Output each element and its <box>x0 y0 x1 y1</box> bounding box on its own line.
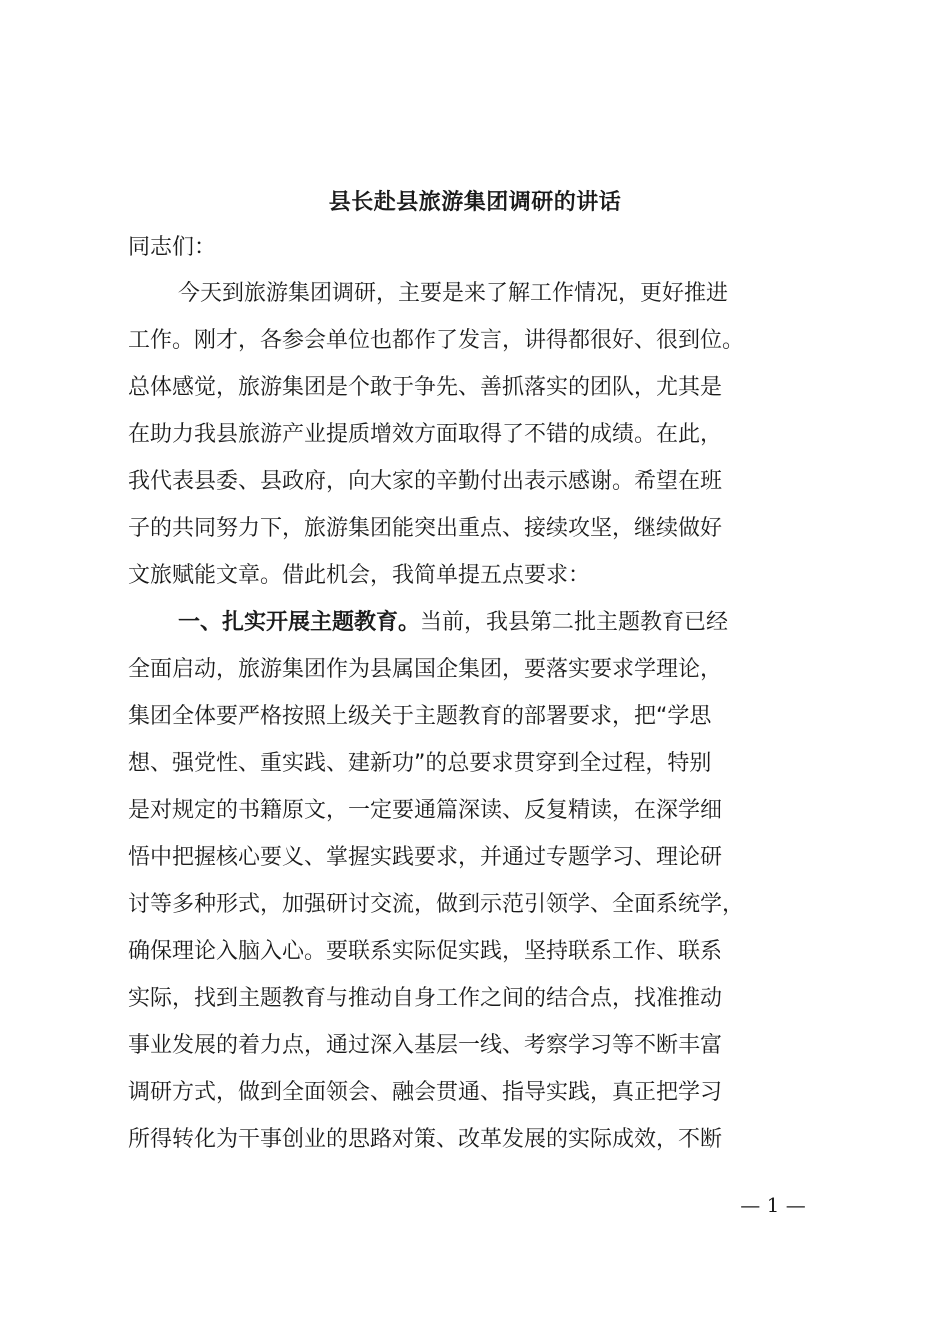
paragraph-line: 文旅赋能文章。借此机会，我简单提五点要求： <box>128 563 591 588</box>
paragraph-line: 我代表县委、县政府，向大家的辛勤付出表示感谢。希望在班 <box>128 469 723 494</box>
page-number: — 1 — <box>740 1193 806 1217</box>
paragraph-line: 实际，找到主题教育与推动自身工作之间的结合点，找准推动 <box>128 986 723 1011</box>
section-1-first-line <box>178 603 728 643</box>
salutation: 同志们： <box>128 235 217 260</box>
section-1-first-line-text: 当前，我县第二批主题教育已经 <box>420 610 729 635</box>
paragraph-line: 调研方式，做到全面领会、融会贯通、指导实践，真正把学习 <box>128 1080 723 1105</box>
paragraph-line: 悟中把握核心要义、掌握实践要求，并通过专题学习、理论研 <box>128 845 723 870</box>
paragraph-line: 子的共同努力下，旅游集团能突出重点、接续攻坚，继续做好 <box>128 516 723 541</box>
paragraph-line: 讨等多种形式，加强研讨交流，做到示范引领学、全面系统学， <box>128 892 745 917</box>
paragraph-line: 总体感觉，旅游集团是个敢于争先、善抓落实的团队，尤其是 <box>128 375 723 400</box>
section-1-heading: 一、扎实开展主题教育。 <box>178 610 421 635</box>
paragraph-line: 确保理论入脑入心。要联系实际促实践，坚持联系工作、联系 <box>128 939 723 964</box>
paragraph-line: 今天到旅游集团调研，主要是来了解工作情况，更好推进 <box>178 281 729 306</box>
paragraph-line: 工作。刚才，各参会单位也都作了发言，讲得都很好、很到位。 <box>128 328 745 353</box>
paragraph-line: 所得转化为干事创业的思路对策、改革发展的实际成效，不断 <box>128 1127 723 1152</box>
paragraph-line: 在助力我县旅游产业提质增效方面取得了不错的成绩。在此， <box>128 422 723 447</box>
paragraph-line: 事业发展的着力点，通过深入基层一线、考察学习等不断丰富 <box>128 1033 723 1058</box>
paragraph-line: 想、强党性、重实践、建新功”的总要求贯穿到全过程，特别 <box>128 751 712 776</box>
paragraph-line: 全面启动，旅游集团作为县属国企集团，要落实要求学理论， <box>128 657 723 682</box>
paragraph-line: 是对规定的书籍原文，一定要通篇深读、反复精读，在深学细 <box>128 798 723 823</box>
paragraph-line: 集团全体要严格按照上级关于主题教育的部署要求，把“学思 <box>128 704 712 729</box>
document-title: 县长赴县旅游集团调研的讲话 <box>328 189 622 215</box>
